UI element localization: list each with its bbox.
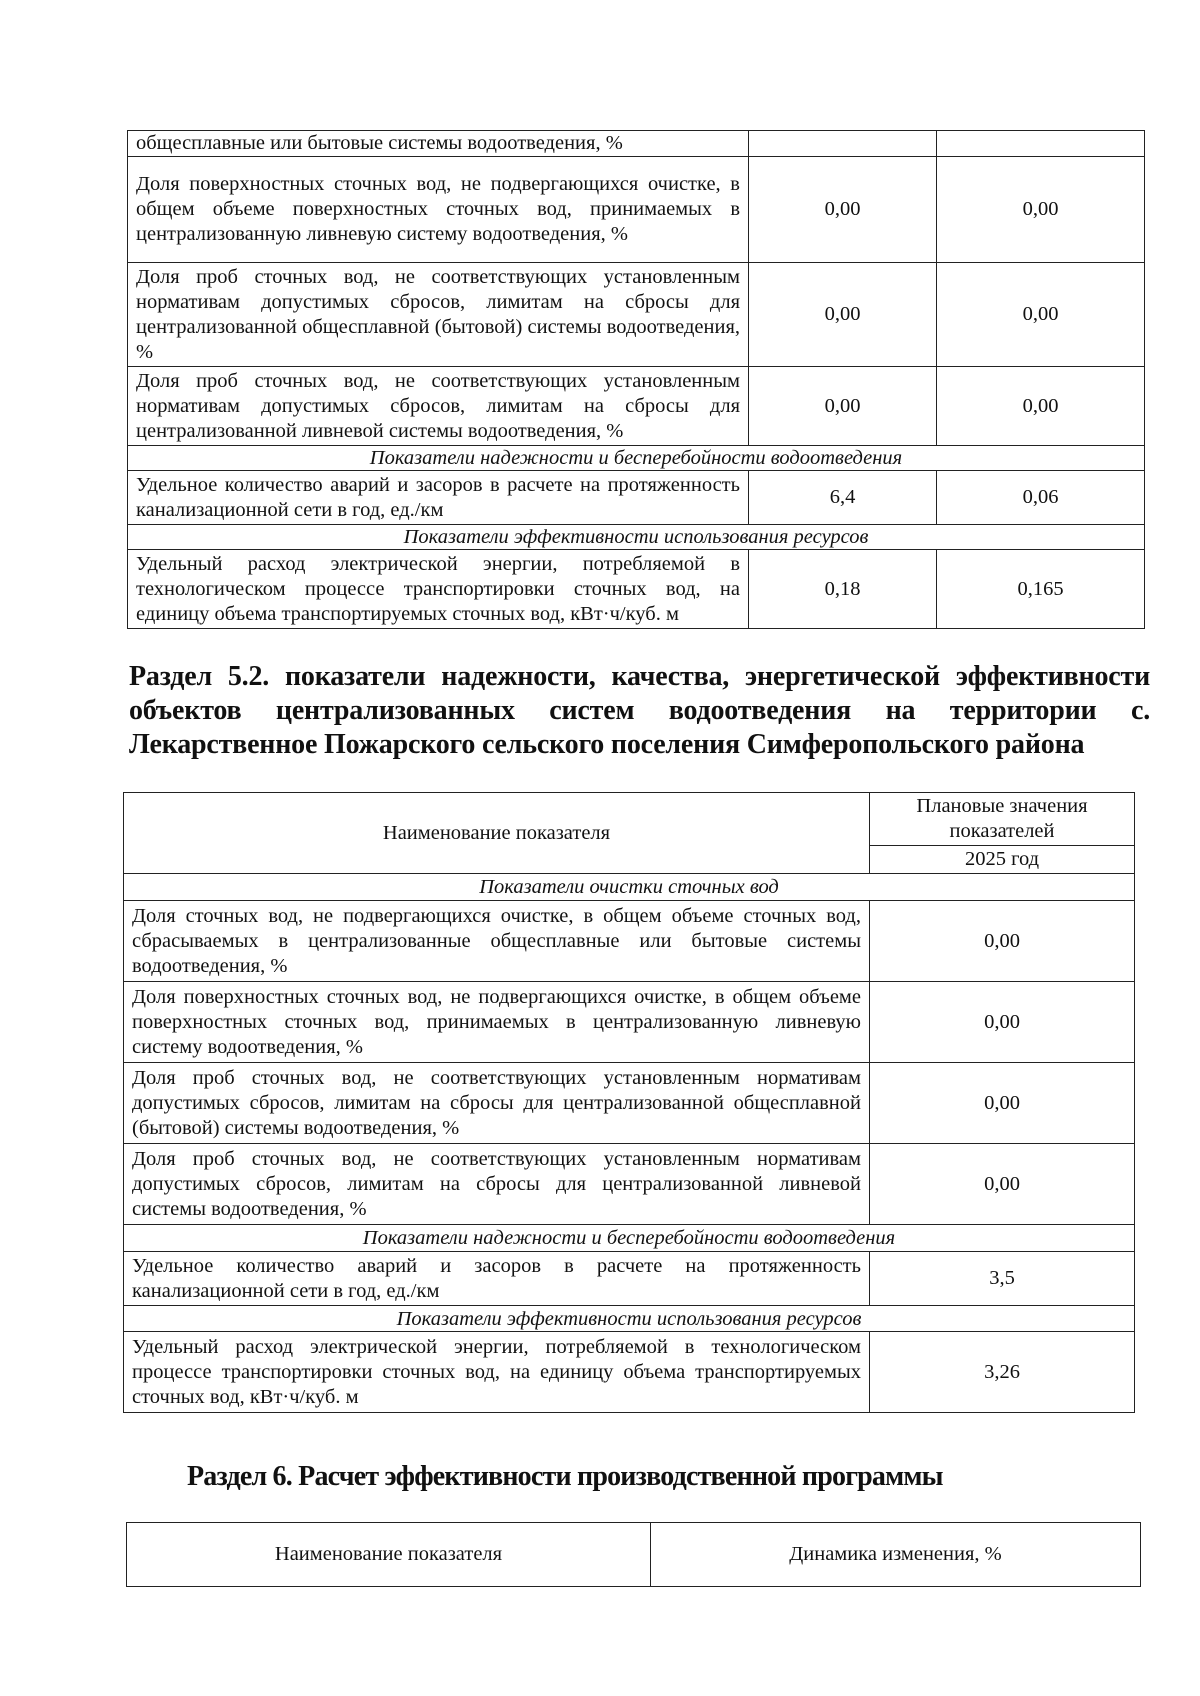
heading-line: Раздел 5.2. показатели надежности, качества, энергетической эффективности [129, 661, 1150, 692]
indicator-name: Удельный расход электрической энергии, потребляемой в технологическом процессе транспортировки сточных вод, на единицу объема транспортируемых сточных вод, кВт·ч/куб. м [124, 1332, 870, 1413]
table-row [128, 131, 1145, 157]
indicator-name: Доля поверхностных сточных вод, не подвергающихся очистке, в общем объеме поверхностных сточных вод, принимаемых в централизованную ливневую систему водоотведения, % [124, 982, 870, 1063]
header-row [127, 1523, 1141, 1587]
table-row [124, 901, 1135, 982]
indicator-value: 3,26 [870, 1332, 1135, 1413]
section-title: Показатели эффективности использования ресурсов [124, 1306, 1135, 1332]
table-row [124, 1144, 1135, 1225]
heading-line: объектов централизованных систем водоотведения на территории с. [129, 695, 1150, 726]
section-title: Показатели надежности и бесперебойности водоотведения [124, 1225, 1135, 1252]
section-5-2-heading [129, 660, 1150, 762]
indicator-name: Удельное количество аварий и засоров в расчете на протяженность канализационной сети в год, ед./км [128, 471, 749, 525]
indicator-name: Доля поверхностных сточных вод, не подвергающихся очистке, в общем объеме поверхностных сточных вод, принимаемых в централизованную ливневую систему водоотведения, % [128, 157, 749, 263]
indicator-name: Доля сточных вод, не подвергающихся очистке, в общем объеме сточных вод, сбрасываемых в централизованные общесплавные или бытовые системы водоотведения, % [124, 901, 870, 982]
indicator-value: 0,00 [870, 982, 1135, 1063]
table-row [124, 1332, 1135, 1413]
table-row [128, 263, 1145, 367]
indicator-value-1: 0,18 [749, 550, 937, 629]
indicator-value-1: 0,00 [749, 263, 937, 367]
section-row [124, 1225, 1135, 1252]
indicator-value-2: 0,06 [937, 471, 1145, 525]
indicator-name: Доля проб сточных вод, не соответствующих установленным нормативам допустимых сбросов, лимитам на сбросы для централизованной ливневой системы водоотведения, % [124, 1144, 870, 1225]
section-title: Показатели эффективности использования ресурсов [128, 525, 1145, 550]
section-6-heading: Раздел 6. Расчет эффективности производственной программы [187, 1461, 943, 1492]
header-row [124, 793, 1135, 846]
indicators-table-continued [127, 130, 1145, 629]
indicator-value-2: 0,165 [937, 550, 1145, 629]
indicator-value: 0,00 [870, 1063, 1135, 1144]
indicator-name: Доля проб сточных вод, не соответствующих установленным нормативам допустимых сбросов, лимитам на сбросы для централизованной ливневой системы водоотведения, % [128, 367, 749, 446]
column-header-name: Наименование показателя [124, 793, 870, 874]
column-header-year: 2025 год [870, 846, 1135, 874]
table-row [124, 982, 1135, 1063]
table-row [128, 471, 1145, 525]
section-row [124, 1306, 1135, 1332]
indicator-value-1: 6,4 [749, 471, 937, 525]
indicator-name: общесплавные или бытовые системы водоотведения, % [128, 131, 749, 157]
indicator-value-2: 0,00 [937, 263, 1145, 367]
section-title: Показатели очистки сточных вод [124, 874, 1135, 901]
indicator-value-2: 0,00 [937, 367, 1145, 446]
indicator-value-1: 0,00 [749, 157, 937, 263]
indicator-name: Удельный расход электрической энергии, потребляемой в технологическом процессе транспортировки сточных вод, на единицу объема транспортируемых сточных вод, кВт·ч/куб. м [128, 550, 749, 629]
section-row [128, 525, 1145, 550]
indicator-value-2: 0,00 [937, 157, 1145, 263]
indicator-value: 0,00 [870, 901, 1135, 982]
indicator-name: Доля проб сточных вод, не соответствующих установленным нормативам допустимых сбросов, лимитам на сбросы для централизованной общесплавной (бытовой) системы водоотведения, % [128, 263, 749, 367]
indicator-name: Удельное количество аварий и засоров в расчете на протяженность канализационной сети в год, ед./км [124, 1252, 870, 1306]
table-row [128, 550, 1145, 629]
heading-line: Лекарственное Пожарского сельского поселения Симферопольского района [129, 729, 1085, 760]
indicators-table-5-2 [123, 792, 1135, 1413]
indicator-value-1 [749, 131, 937, 157]
indicator-name: Доля проб сточных вод, не соответствующих установленным нормативам допустимых сбросов, лимитам на сбросы для централизованной общесплавной (бытовой) системы водоотведения, % [124, 1063, 870, 1144]
table-row [128, 157, 1145, 263]
section-row [128, 446, 1145, 471]
table-row [128, 367, 1145, 446]
indicator-value-2 [937, 131, 1145, 157]
indicator-value-1: 0,00 [749, 367, 937, 446]
section-row [124, 874, 1135, 901]
column-header-name: Наименование показателя [127, 1523, 651, 1587]
section-title: Показатели надежности и бесперебойности водоотведения [128, 446, 1145, 471]
table-row [124, 1252, 1135, 1306]
efficiency-table [126, 1522, 1141, 1587]
table-row [124, 1063, 1135, 1144]
column-header-dynamics: Динамика изменения, % [651, 1523, 1141, 1587]
column-header-plan: Плановые значения показателей [870, 793, 1135, 846]
indicator-value: 3,5 [870, 1252, 1135, 1306]
indicator-value: 0,00 [870, 1144, 1135, 1225]
